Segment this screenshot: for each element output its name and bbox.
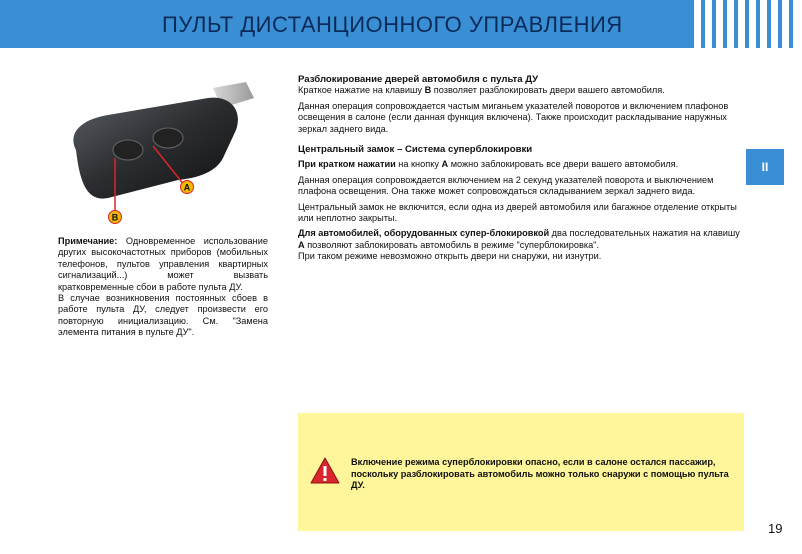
header-stripe xyxy=(745,0,749,48)
warning-icon xyxy=(310,457,340,485)
header-stripe xyxy=(712,0,716,48)
section-heading-unlock: Разблокирование дверей автомобиля с пульта ДУ xyxy=(298,74,539,85)
unlock-paragraph-2: Данная операция сопровождается частым миганьем указателей поворотов и включением плафонов освещения в салоне (если данная функция включена). Также происходит раскладывание наружных зеркал заднего вида. xyxy=(298,100,729,134)
callout-a-label: A xyxy=(183,182,191,193)
superlock-paragraph: Для автомобилей, оборудованных супер-блокировкой два последовательных нажатия на клавишу A позволяют заблокировать автомобиль в режиме "суперблокировка". xyxy=(298,228,740,250)
page-title: ПУЛЬТ ДИСТАНЦИОННОГО УПРАВЛЕНИЯ xyxy=(162,12,623,37)
note-text-1: Одновременное использование других высокочастотных приборов (мобильных телефонов, пультов управления квартирных сигнализаций...) может вызвать кратковременные сбои в работе пульта ДУ. xyxy=(58,236,268,292)
unlock-paragraph-1: Краткое нажатие на клавишу B позволяет разблокировать двери вашего автомобиля. xyxy=(298,85,665,96)
lock-paragraph-3: Центральный замок не включится, если одна из дверей автомобиля или багажное отделение открыты или неплотно закрыты. xyxy=(298,201,737,224)
header-stripe xyxy=(767,0,771,48)
lock-paragraph-2: Данная операция сопровождается включением на 2 секунд указателей поворота и выключением плафона освещения. Она также может сопровождаться складыванием зеркал заднего вида. xyxy=(298,174,714,197)
note-block xyxy=(58,236,268,339)
key-fob-image xyxy=(58,80,263,230)
header-stripe xyxy=(723,0,727,48)
chapter-tab: II xyxy=(746,149,784,185)
header-stripe xyxy=(734,0,738,48)
warning-text: Включение режима суперблокировки опасно, если в салоне остался пассажир, поскольку разблокировать автомобиль можно только снаружи с помощью пульта ДУ. xyxy=(351,457,729,491)
main-content xyxy=(298,74,744,263)
section-heading-lock: Центральный замок – Система суперблокировки xyxy=(298,144,533,156)
header-stripe xyxy=(756,0,760,48)
note-text-2: В случае возникновения постоянных сбоев в работе пульта ДУ, следует произвести его повторную инициализацию. См. "Замена элемента питания в пульте ДУ". xyxy=(58,293,268,338)
header-stripe xyxy=(701,0,705,48)
lock-paragraph-1: При кратком нажатии на кнопку A можно заблокировать все двери вашего автомобиля. xyxy=(298,159,679,170)
header-stripe xyxy=(778,0,782,48)
callout-b-label: B xyxy=(111,212,119,223)
header-stripe xyxy=(789,0,793,48)
fob-button-a xyxy=(153,128,183,148)
header-band xyxy=(0,0,694,48)
page-number: 19 xyxy=(768,521,783,536)
fob-button-b xyxy=(113,140,143,160)
superlock-note: При таком режиме невозможно открыть двери ни снаружи, ни изнутри. xyxy=(298,251,602,262)
note-title: Примечание: xyxy=(58,236,118,246)
